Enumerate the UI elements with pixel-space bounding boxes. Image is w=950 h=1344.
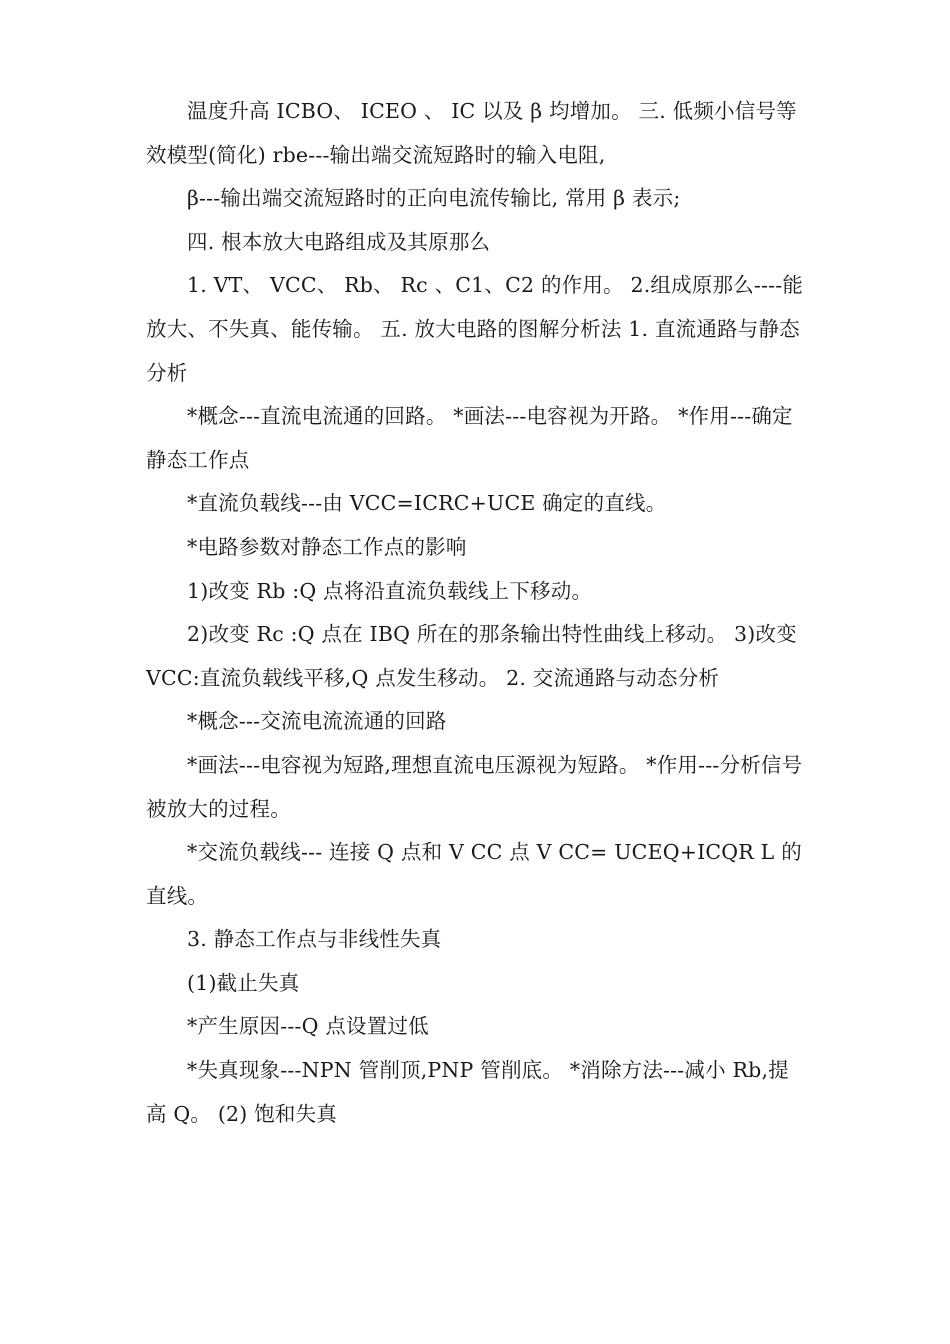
paragraph: *产生原因---Q 点设置过低 (187, 1014, 429, 1039)
paragraph: (1)截止失真 (187, 970, 300, 995)
paragraph: 2)改变 Rc :Q 点在 IBQ 所在的那条输出特性曲线上移动。 3)改变 VCC:直流负载线平移,Q 点发生移动。 2. 交流通路与动态分析 (146, 622, 804, 690)
paragraph: *概念---直流电流通的回路。 *画法---电容视为开路。 *作用---确定静态工作点 (146, 404, 793, 472)
paragraph: *交流负载线--- 连接 Q 点和 V CC 点 V CC= UCEQ+ICQR L 的直线。 (146, 840, 802, 908)
paragraph: *概念---交流电流流通的回路 (187, 709, 447, 734)
document-body (146, 90, 806, 1136)
paragraph: 温度升高 ICBO、 ICEO 、 IC 以及 β 均增加。 三. 低频小信号等效模型(简化) rbe---输出端交流短路时的输入电阻, (146, 99, 797, 167)
paragraph: *画法---电容视为短路,理想直流电压源视为短路。 *作用---分析信号被放大的过程。 (146, 752, 803, 821)
paragraph: *电路参数对静态工作点的影响 (187, 534, 467, 559)
paragraph: *失真现象---NPN 管削顶,PNP 管削底。 *消除方法---减小 Rb,提高 Q。 (2) 饱和失真 (146, 1058, 789, 1126)
paragraph: 1)改变 Rb :Q 点将沿直流负载线上下移动。 (187, 578, 593, 603)
paragraph: 1. VT、 VCC、 Rb、 Rc 、C1、C2 的作用。 2.组成原那么----能放大、不失真、能传输。 五. 放大电路的图解分析法 1. 直流通路与静态分析 (146, 273, 804, 385)
paragraph: β---输出端交流短路时的正向电流传输比, 常用 β 表示; (187, 186, 681, 211)
paragraph: 3. 静态工作点与非线性失真 (187, 927, 442, 952)
paragraph: *直流负载线---由 VCC=ICRC+UCE 确定的直线。 (187, 491, 667, 516)
paragraph: 四. 根本放大电路组成及其原那么 (187, 229, 491, 254)
